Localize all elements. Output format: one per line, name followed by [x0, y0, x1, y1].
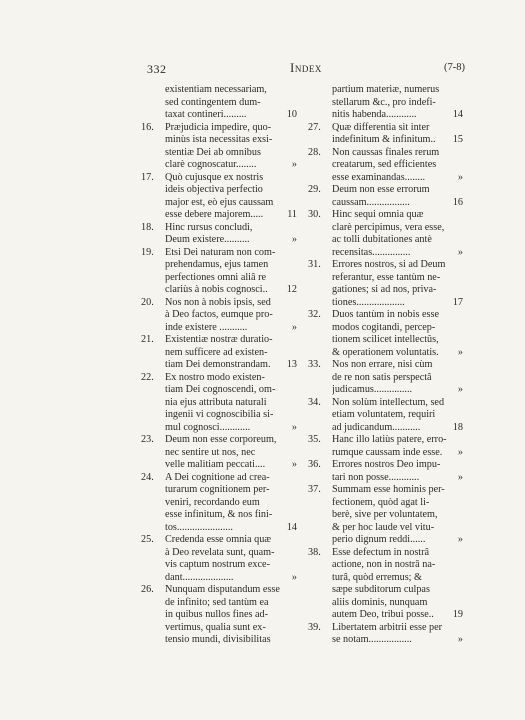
- running-title: Index: [290, 60, 322, 75]
- section-range: (7-8): [444, 62, 465, 73]
- page-ref: »: [291, 459, 297, 470]
- entry-text: [332, 459, 447, 484]
- entry-line: Non caussas finales rerum: [332, 146, 440, 158]
- entry-text: [332, 434, 447, 459]
- page-ref: »: [291, 234, 297, 245]
- entry-line: Existentiæ nostræ duratio-: [165, 334, 273, 345]
- page-ref: [281, 497, 297, 510]
- entry-line: Deum non esse errorum: [332, 184, 430, 195]
- entry-line: existentiam necessariam,: [165, 84, 267, 95]
- entry-page-ref: [281, 84, 297, 122]
- entry-number: 20.: [141, 296, 154, 308]
- entry-page-ref: [447, 622, 463, 647]
- entry-line: etiam voluntatem, requiri: [332, 409, 436, 420]
- page-ref: [281, 372, 297, 385]
- page-ref: [281, 534, 297, 547]
- page-ref: [281, 309, 297, 322]
- entry-text: [332, 622, 447, 647]
- page-ref: [447, 459, 463, 472]
- entry-line: tiam Dei demonstrandam.: [165, 359, 271, 370]
- entry-line: & per hoc laude vel vitu-: [332, 521, 435, 533]
- entry-line: minùs ista necessitas exsi-: [165, 134, 273, 145]
- entry-line: veniri, recordando eum: [165, 496, 260, 508]
- entry-line: Summam esse hominis per-: [332, 484, 445, 495]
- entry-text: [332, 122, 447, 147]
- entry-line: rumque caussam inde esse.: [332, 446, 443, 458]
- entry-line: Esse defectum in nostrâ: [332, 546, 430, 558]
- entry-number: [308, 84, 332, 122]
- entry-line: Hinc sequi omnia quæ: [332, 209, 424, 220]
- page-ref: [447, 597, 463, 610]
- entry-line: stellarum &c., pro indefi-: [332, 96, 436, 108]
- index-entry: [308, 184, 463, 209]
- page-ref: [447, 547, 463, 560]
- entry-text: [332, 309, 447, 359]
- entry-line: esse examinandas........: [332, 171, 426, 183]
- entry-number: 26.: [141, 584, 154, 595]
- index-entry: [141, 334, 297, 372]
- index-entry: [308, 434, 463, 459]
- page-ref: [447, 509, 463, 522]
- entry-number: 16.: [141, 121, 154, 133]
- page-ref: »: [457, 246, 463, 258]
- entry-text: [332, 259, 447, 309]
- entry-text: [332, 547, 447, 622]
- entry-text: [332, 397, 447, 435]
- entry-line: creatarum, sed efficientes: [332, 159, 437, 170]
- entry-line: prehendamus, ejus tamen: [165, 259, 269, 270]
- entry-line: ac tolli dubitationes antè: [332, 234, 432, 245]
- entry-text: [332, 184, 447, 209]
- page-ref: 14: [286, 521, 297, 533]
- page-number: 332: [147, 62, 167, 76]
- entry-line: partium materiæ, numerus: [332, 84, 440, 95]
- page-ref: [447, 559, 463, 572]
- entry-text: [332, 147, 447, 185]
- page-ref: [447, 259, 463, 272]
- index-entry: [312, 84, 463, 122]
- entry-page-ref: [447, 209, 463, 259]
- entry-text: [165, 584, 281, 647]
- entry-line: à Deo revelata sunt, quam-: [165, 546, 275, 558]
- page-ref: »: [457, 534, 463, 545]
- entry-line: modos cogitandi, percep-: [332, 321, 436, 333]
- page-ref: 10: [286, 109, 297, 120]
- entry-page-ref: [447, 434, 463, 459]
- index-entry: [308, 146, 463, 185]
- entry-number: 30.: [308, 209, 321, 220]
- page-ref: [281, 559, 297, 572]
- page-ref: [447, 622, 463, 635]
- entry-number: 22.: [141, 371, 154, 383]
- entry-page-ref: [447, 147, 463, 185]
- page-ref: »: [457, 471, 463, 483]
- page-ref: »: [457, 171, 463, 183]
- entry-page-ref: [281, 584, 297, 647]
- entry-text: [165, 172, 281, 222]
- entry-line: Nos non à nobis ipsis, sed: [165, 296, 271, 308]
- entry-line: sæpe subditorum culpas: [332, 584, 430, 595]
- entry-number: 36.: [308, 459, 321, 470]
- entry-number: [141, 84, 165, 122]
- page-ref: [447, 84, 463, 97]
- entry-number: 31.: [308, 259, 321, 270]
- index-column-left: [141, 84, 297, 647]
- page-ref: [447, 222, 463, 235]
- page-ref: [281, 347, 297, 360]
- page-ref: [281, 134, 297, 147]
- page-ref: [447, 584, 463, 597]
- index-entry: [308, 396, 463, 435]
- entry-line: caussam.................: [332, 196, 410, 208]
- page-ref: [447, 122, 463, 135]
- page-ref: [281, 97, 297, 110]
- entry-line: Credenda esse omnia quæ: [165, 534, 272, 545]
- entry-line: autem Deo, tribui posse..: [332, 609, 434, 620]
- entry-line: perfectiones omni aliâ re: [165, 271, 266, 283]
- entry-line: Quæ differentia sit inter: [332, 121, 430, 133]
- page-ref: 13: [286, 359, 297, 370]
- entry-line: esse infinitum, & nos fini-: [165, 509, 273, 520]
- entry-line: tensio mundi, divisibilitas: [165, 634, 271, 645]
- entry-line: A Dei cognitione ad crea-: [165, 471, 270, 483]
- entry-text: [332, 84, 447, 122]
- entry-line: Præjudicia impedire, quo-: [165, 121, 272, 133]
- index-entry: [308, 621, 463, 647]
- page-ref: [447, 409, 463, 422]
- page-ref: [447, 322, 463, 335]
- page-ref: »: [457, 634, 463, 645]
- index-entry: [141, 584, 297, 647]
- entry-number: 25.: [141, 534, 154, 545]
- entry-page-ref: [447, 309, 463, 359]
- entry-number: 35.: [308, 434, 321, 445]
- entry-page-ref: [447, 84, 463, 122]
- entry-line: gationes; si ad nos, priva-: [332, 284, 437, 295]
- entry-line: ad judicandum...........: [332, 421, 421, 433]
- entry-page-ref: [281, 534, 297, 584]
- entry-line: nec sentire ut nos, nec: [165, 446, 256, 458]
- entry-line: turarum cognitionem per-: [165, 484, 270, 495]
- page-ref: [447, 147, 463, 160]
- entry-page-ref: [281, 222, 297, 247]
- page-ref: 16: [452, 196, 463, 208]
- page-ref: [447, 272, 463, 285]
- entry-page-ref: [281, 334, 297, 372]
- entry-line: tiam Dei cognoscendi, om-: [165, 384, 276, 395]
- entry-number: 24.: [141, 471, 154, 483]
- page-ref: »: [457, 384, 463, 395]
- entry-line: Hanc illo latiùs patere, erro-: [332, 434, 447, 445]
- page-ref: [447, 522, 463, 535]
- page-ref: [447, 572, 463, 585]
- page-ref: 14: [452, 109, 463, 120]
- entry-line: ingenii vi cognoscibilia si-: [165, 409, 274, 420]
- page-ref: 11: [287, 209, 297, 220]
- page-ref: [281, 509, 297, 522]
- entry-line: tiones...................: [332, 296, 405, 308]
- page-ref: 12: [286, 284, 297, 295]
- entry-number: 39.: [308, 621, 321, 633]
- page-ref: 18: [452, 421, 463, 433]
- entry-page-ref: [447, 184, 463, 209]
- entry-line: clarè percipimus, vera esse,: [332, 221, 445, 233]
- entry-line: clariùs à nobis cognosci..: [165, 284, 268, 295]
- entry-number: 37.: [308, 484, 321, 495]
- entry-line: nem sufficere ad existen-: [165, 346, 268, 358]
- entry-text: [165, 247, 281, 297]
- index-entry: [141, 534, 297, 584]
- entry-line: esse debere majorem.....: [165, 209, 264, 220]
- page-ref: [447, 372, 463, 385]
- index-entry: [141, 121, 297, 172]
- page-ref: [281, 184, 297, 197]
- entry-line: mul cognosci............: [165, 421, 251, 433]
- page-ref: [447, 359, 463, 372]
- index-entry: [141, 471, 297, 535]
- page-ref: 15: [452, 134, 463, 145]
- entry-number: 38.: [308, 546, 321, 558]
- entry-line: tionem scilicet intellectûs,: [332, 334, 439, 345]
- entry-text: [165, 434, 281, 472]
- index-entry: [141, 171, 297, 222]
- entry-line: vertimus, qualia sunt ex-: [165, 621, 266, 633]
- page-ref: [281, 397, 297, 410]
- entry-line: aliis dominis, nunquam: [332, 596, 428, 608]
- entry-line: Libertatem arbitrii esse per: [332, 621, 443, 633]
- page-ref: [447, 397, 463, 410]
- page-ref: »: [291, 321, 297, 333]
- entry-text: [165, 84, 281, 122]
- entry-line: Quò cujusque ex nostris: [165, 171, 264, 183]
- entry-line: berè, sive per voluntatem,: [332, 509, 438, 520]
- index-entry: [145, 84, 297, 122]
- entry-page-ref: [447, 122, 463, 147]
- entry-line: tari non posse............: [332, 471, 420, 483]
- entry-line: perio dignum reddi......: [332, 534, 426, 545]
- entry-page-ref: [281, 472, 297, 535]
- index-entry: [141, 296, 297, 335]
- entry-line: ideis objectiva perfectio: [165, 184, 263, 195]
- entry-text: [332, 209, 447, 259]
- entry-line: velle malitiam peccati....: [165, 459, 266, 470]
- page-ref: [281, 584, 297, 597]
- page-ref: [281, 484, 297, 497]
- page-ref: [447, 434, 463, 447]
- entry-line: Errores nostros, si ad Deum: [332, 259, 446, 270]
- page-ref: [447, 97, 463, 110]
- entry-line: referantur, esse tantùm ne-: [332, 271, 441, 283]
- entry-line: tos......................: [165, 521, 233, 533]
- entry-line: inde existere ...........: [165, 321, 248, 333]
- entry-line: taxat contineri.........: [165, 109, 247, 120]
- page-ref: [281, 434, 297, 447]
- page-ref: [447, 484, 463, 497]
- index-entry: [308, 359, 463, 397]
- entry-number: 21.: [141, 334, 154, 345]
- entry-page-ref: [447, 397, 463, 435]
- page-ref: [281, 122, 297, 135]
- page-ref: [447, 309, 463, 322]
- page-ref: [281, 222, 297, 235]
- page-ref: [281, 384, 297, 397]
- page-ref: [281, 472, 297, 485]
- entry-line: judicamus...............: [332, 384, 413, 395]
- page-ref: [281, 447, 297, 460]
- entry-line: se notam.................: [332, 634, 412, 645]
- index-entry: [141, 246, 297, 297]
- entry-page-ref: [447, 547, 463, 622]
- page-ref: [281, 172, 297, 185]
- page-ref: [281, 147, 297, 160]
- page-ref: »: [457, 446, 463, 458]
- entry-line: de re non satis perspectâ: [332, 371, 432, 383]
- entry-text: [165, 222, 281, 247]
- entry-number: 33.: [308, 359, 321, 370]
- entry-line: de infinito; sed tantùm ea: [165, 596, 269, 608]
- entry-page-ref: [447, 459, 463, 484]
- entry-number: 23.: [141, 434, 154, 445]
- page-ref: [281, 84, 297, 97]
- entry-line: vis captum nostrum exce-: [165, 559, 270, 570]
- entry-line: & operationem voluntatis.: [332, 346, 439, 358]
- index-entry: [141, 371, 297, 435]
- entry-text: [165, 297, 281, 335]
- page-ref: 17: [452, 296, 463, 308]
- entry-line: Duos tantùm in nobis esse: [332, 309, 439, 320]
- entry-text: [165, 334, 281, 372]
- page-ref: [281, 547, 297, 560]
- entry-line: recensitas...............: [332, 246, 411, 258]
- entry-line: Deum existere..........: [165, 234, 250, 245]
- entry-line: nitis habenda............: [332, 109, 417, 120]
- page-ref: [447, 234, 463, 247]
- entry-page-ref: [447, 359, 463, 397]
- entry-line: indefinitum & infinitum..: [332, 134, 436, 145]
- entry-number: 34.: [308, 396, 321, 408]
- entry-text: [165, 472, 281, 535]
- entry-number: 28.: [308, 146, 321, 158]
- entry-line: fectionem, quòd agat li-: [332, 496, 430, 508]
- index-entry: [308, 546, 463, 622]
- entry-text: [165, 372, 281, 435]
- page-ref: »: [291, 571, 297, 583]
- page-ref: [281, 609, 297, 622]
- entry-line: Ex nostro modo existen-: [165, 371, 265, 383]
- entry-line: turâ, quòd erremus; &: [332, 571, 422, 583]
- entry-line: nia ejus attributa naturali: [165, 396, 267, 408]
- page-ref: [281, 334, 297, 347]
- entry-line: dant....................: [165, 571, 234, 583]
- entry-line: major est, eò ejus caussam: [165, 196, 274, 208]
- entry-page-ref: [281, 297, 297, 335]
- entry-page-ref: [281, 172, 297, 222]
- entry-line: à Deo factos, eumque pro-: [165, 309, 273, 320]
- index-column-right: [308, 84, 463, 647]
- entry-line: clarè cognoscatur........: [165, 159, 257, 170]
- entry-line: stentiæ Dei ab omnibus: [165, 146, 261, 158]
- page-ref: »: [291, 421, 297, 433]
- entry-line: Nos non errare, nisi cùm: [332, 359, 433, 370]
- entry-page-ref: [447, 259, 463, 309]
- page-ref: [447, 209, 463, 222]
- entry-number: 17.: [141, 171, 154, 183]
- entry-page-ref: [281, 247, 297, 297]
- page-ref: [281, 197, 297, 210]
- index-entry: [308, 484, 463, 547]
- page-ref: [281, 597, 297, 610]
- entry-text: [165, 534, 281, 584]
- entry-line: Etsi Dei naturam non com-: [165, 246, 276, 258]
- running-header: [0, 58, 525, 80]
- page-ref: [281, 272, 297, 285]
- entry-line: actione, non in nostrâ na-: [332, 559, 436, 570]
- index-entry: [308, 209, 463, 259]
- page-ref: [281, 247, 297, 260]
- page-ref: [447, 184, 463, 197]
- entry-text: [332, 484, 447, 547]
- index-entry: [308, 459, 463, 484]
- entry-line: Errores nostros Deo impu-: [332, 459, 441, 470]
- page-ref: [281, 622, 297, 635]
- entry-number: 18.: [141, 221, 154, 233]
- index-entry: [308, 309, 463, 359]
- page-ref: [447, 284, 463, 297]
- entry-number: 32.: [308, 309, 321, 320]
- page-ref: »: [457, 346, 463, 358]
- entry-line: Nunquam disputandum esse: [165, 584, 280, 595]
- entry-number: 27.: [308, 121, 321, 133]
- page-ref: [281, 259, 297, 272]
- page-ref: [281, 409, 297, 422]
- index-entry: [308, 259, 463, 309]
- entry-text: [332, 359, 447, 397]
- entry-number: 29.: [308, 184, 321, 195]
- page-ref: »: [291, 159, 297, 170]
- page-ref: 19: [452, 609, 463, 620]
- page-ref: [447, 159, 463, 172]
- entry-line: Non solùm intellectum, sed: [332, 396, 445, 408]
- index-entry: [308, 121, 463, 147]
- entry-number: 19.: [141, 246, 154, 258]
- entry-line: sed contingentem dum-: [165, 96, 261, 108]
- entry-page-ref: [281, 122, 297, 172]
- page-ref: [281, 634, 297, 647]
- entry-line: in quibus nullos fines ad-: [165, 609, 268, 620]
- page-ref: [447, 497, 463, 510]
- entry-page-ref: [281, 434, 297, 472]
- index-entry: [141, 221, 297, 247]
- entry-text: [165, 122, 281, 172]
- entry-page-ref: [281, 372, 297, 435]
- entry-page-ref: [447, 484, 463, 547]
- entry-line: Hinc rursus concludi,: [165, 221, 253, 233]
- entry-line: Deum non esse corporeum,: [165, 434, 277, 445]
- page-ref: [447, 334, 463, 347]
- index-entry: [141, 434, 297, 472]
- page-ref: [281, 297, 297, 310]
